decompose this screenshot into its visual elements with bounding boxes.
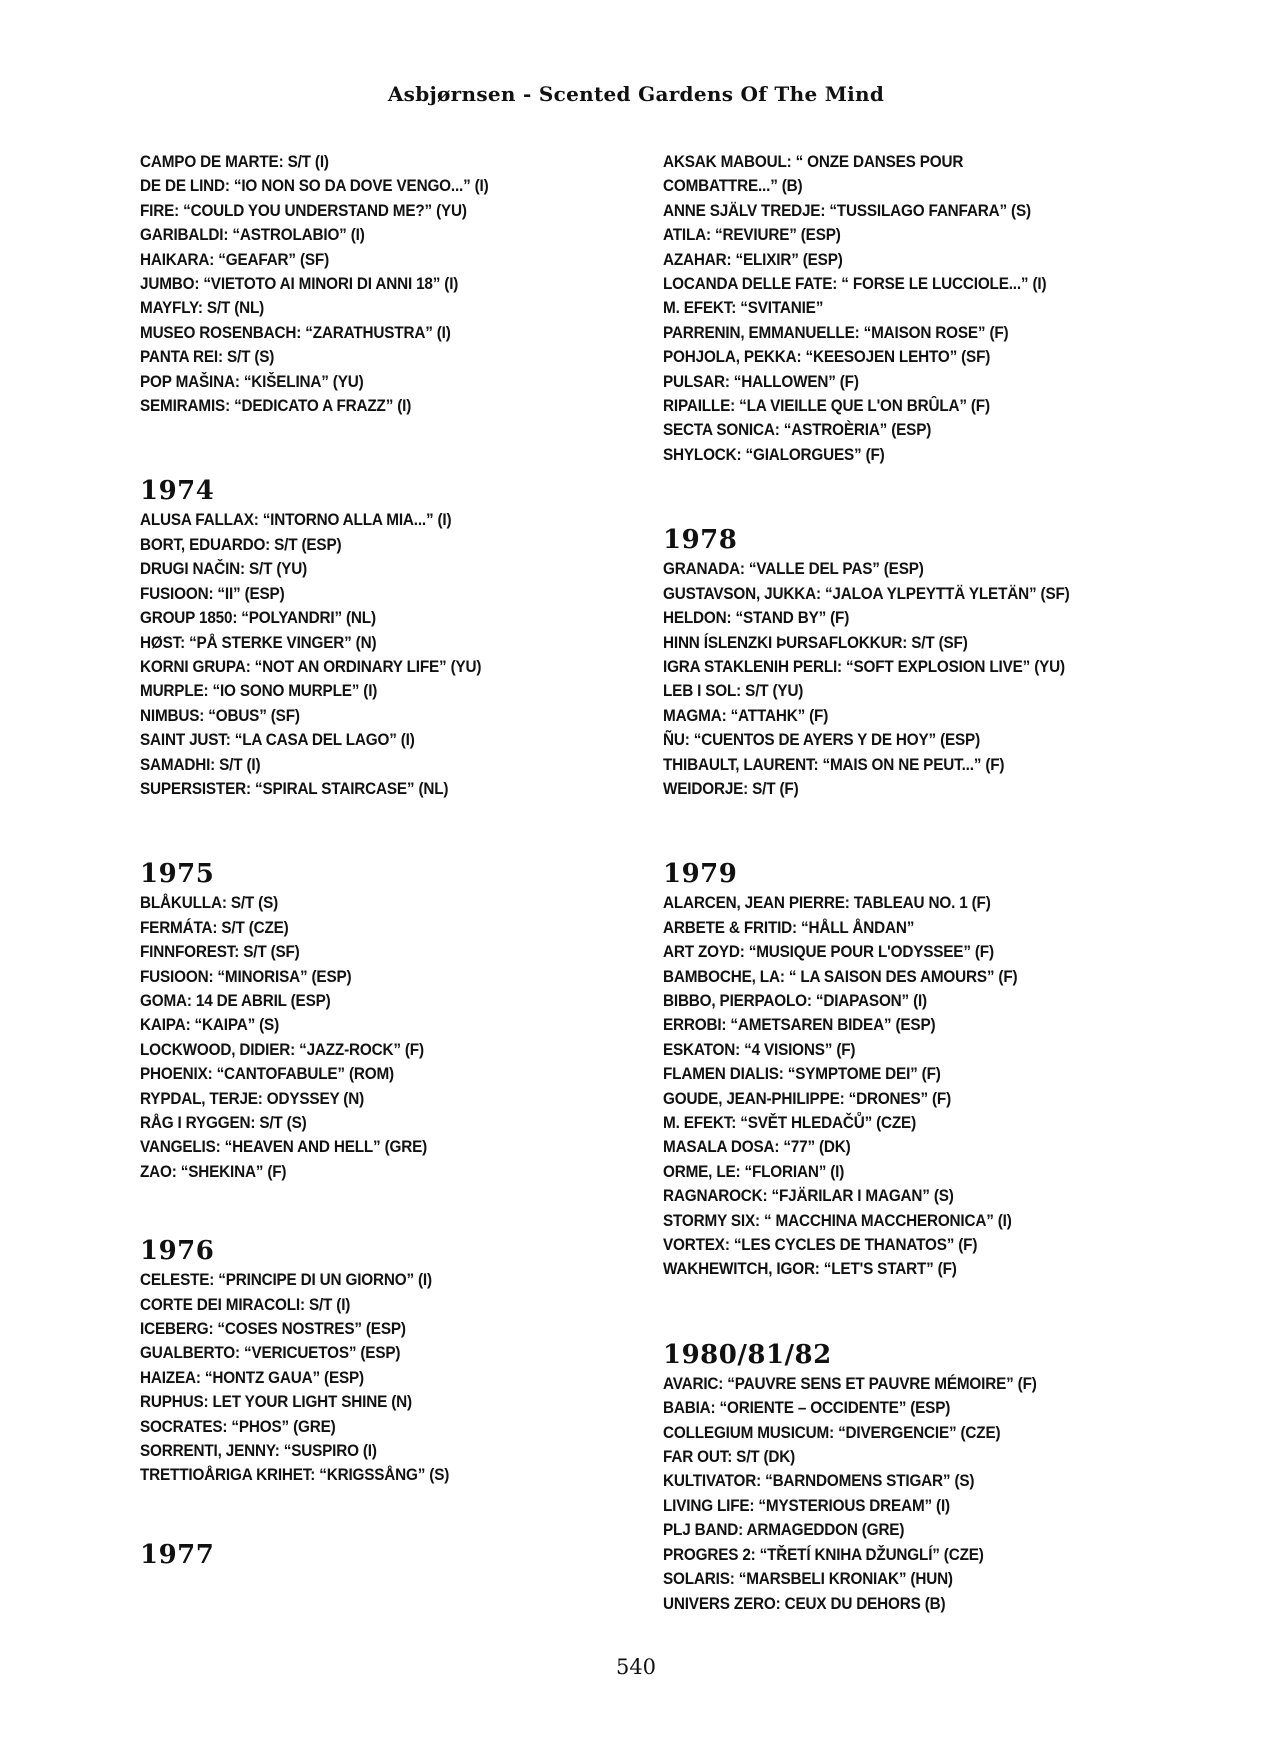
album-entry: CELESTE: “PRINCIPE DI UN GIORNO” (I) xyxy=(140,1270,432,1290)
album-entry: SHYLOCK: “GIALORGUES” (F) xyxy=(663,444,885,464)
album-entry: AVARIC: “PAUVRE SENS ET PAUVRE MÉMOIRE” (F) xyxy=(663,1373,1037,1393)
album-entry: SAMADHI: S/T (I) xyxy=(140,754,261,774)
section-1977-continued xyxy=(663,150,1223,467)
album-entry: HAIZEA: “HONTZ GAUA” (ESP) xyxy=(140,1367,364,1387)
album-entry: ART ZOYD: “MUSIQUE POUR L'ODYSSEE” (F) xyxy=(663,942,994,962)
album-entry: COMBATTRE...” (B) xyxy=(663,176,803,196)
section-1976 xyxy=(140,1236,640,1488)
entry-list xyxy=(140,1268,640,1488)
album-entry: SAINT JUST: “LA CASA DEL LAGO” (I) xyxy=(140,730,415,750)
album-entry: FERMÁTA: S/T (CZE) xyxy=(140,917,289,937)
album-entry: GARIBALDI: “ASTROLABIO” (I) xyxy=(140,225,365,245)
album-entry: BLÅKULLA: S/T (S) xyxy=(140,893,279,913)
album-entry: SUPERSISTER: “SPIRAL STAIRCASE” (NL) xyxy=(140,778,449,798)
album-entry: ESKATON: “4 VISIONS” (F) xyxy=(663,1039,856,1059)
section-1973-continued xyxy=(140,150,640,418)
album-entry: THIBAULT, LAURENT: “MAIS ON NE PEUT...” (F) xyxy=(663,754,1005,774)
entry-list xyxy=(663,891,1223,1282)
album-entry: BAMBOCHE, LA: “ LA SAISON DES AMOURS” (F) xyxy=(663,966,1018,986)
album-entry: PROGRES 2: “TŘETÍ KNIHA DŽUNGLÍ” (CZE) xyxy=(663,1544,984,1564)
section-1978 xyxy=(663,525,1223,801)
album-entry: RIPAILLE: “LA VIEILLE QUE L'ON BRÛLA” (F) xyxy=(663,396,990,416)
right-column xyxy=(663,150,1223,1616)
page-number: 540 xyxy=(615,1655,657,1679)
album-entry: GRANADA: “VALLE DEL PAS” (ESP) xyxy=(663,559,924,579)
album-entry: MAYFLY: S/T (NL) xyxy=(140,298,265,318)
album-entry: PLJ BAND: ARMAGEDDON (GRE) xyxy=(663,1520,905,1540)
album-entry: GUSTAVSON, JUKKA: “JALOA YLPEYTTÄ YLETÄN” (SF) xyxy=(663,583,1070,603)
album-entry: VANGELIS: “HEAVEN AND HELL” (GRE) xyxy=(140,1137,428,1157)
album-entry: WEIDORJE: S/T (F) xyxy=(663,778,799,798)
entry-list xyxy=(663,1372,1223,1616)
album-entry: UNIVERS ZERO: CEUX DU DEHORS (B) xyxy=(663,1593,946,1613)
section-1980-81-82 xyxy=(663,1340,1223,1616)
year-heading: 1975 xyxy=(140,859,215,890)
left-column xyxy=(140,150,640,1572)
album-entry: DRUGI NAČIN: S/T (YU) xyxy=(140,559,308,579)
album-entry: GOMA: 14 DE ABRIL (ESP) xyxy=(140,990,331,1010)
album-entry: SEMIRAMIS: “DEDICATO A FRAZZ” (I) xyxy=(140,396,412,416)
album-entry: VORTEX: “LES CYCLES DE THANATOS” (F) xyxy=(663,1235,978,1255)
album-entry: LIVING LIFE: “MYSTERIOUS DREAM” (I) xyxy=(663,1495,950,1515)
album-entry: ALUSA FALLAX: “INTORNO ALLA MIA...” (I) xyxy=(140,510,452,530)
album-entry: JUMBO: “VIETOTO AI MINORI DI ANNI 18” (I) xyxy=(140,274,459,294)
album-entry: MASALA DOSA: “77” (DK) xyxy=(663,1137,851,1157)
album-entry: DE DE LIND: “IO NON SO DA DOVE VENGO...” (I) xyxy=(140,176,489,196)
album-entry: M. EFEKT: “SVĚT HLEDAČŮ” (CZE) xyxy=(663,1113,916,1132)
entry-list xyxy=(140,508,640,801)
album-entry: ANNE SJÄLV TREDJE: “TUSSILAGO FANFARA” (S) xyxy=(663,200,1031,220)
album-entry: SOLARIS: “MARSBELI KRONIAK” (HUN) xyxy=(663,1569,953,1589)
album-entry: FUSIOON: “II” (ESP) xyxy=(140,583,285,603)
album-entry: NIMBUS: “OBUS” (SF) xyxy=(140,705,300,725)
album-entry: HINN ÍSLENZKI ÞURSAFLOKKUR: S/T (SF) xyxy=(663,632,968,652)
year-heading: 1976 xyxy=(140,1236,215,1267)
album-entry: RÅG I RYGGEN: S/T (S) xyxy=(140,1113,307,1132)
album-entry: GUALBERTO: “VERICUETOS” (ESP) xyxy=(140,1343,401,1363)
album-entry: BIBBO, PIERPAOLO: “DIAPASON” (I) xyxy=(663,990,927,1010)
album-entry: GROUP 1850: “POLYANDRI” (NL) xyxy=(140,608,376,628)
album-entry: ALARCEN, JEAN PIERRE: TABLEAU NO. 1 (F) xyxy=(663,893,991,913)
album-entry: HØST: “PÅ STERKE VINGER” (N) xyxy=(140,632,377,652)
album-entry: GOUDE, JEAN-PHILIPPE: “DRONES” (F) xyxy=(663,1088,952,1108)
album-entry: POHJOLA, PEKKA: “KEESOJEN LEHTO” (SF) xyxy=(663,347,991,367)
album-entry: MUSEO ROSENBACH: “ZARATHUSTRA” (I) xyxy=(140,322,451,342)
year-heading: 1979 xyxy=(663,859,738,890)
album-entry: RYPDAL, TERJE: ODYSSEY (N) xyxy=(140,1088,365,1108)
album-entry: HAIKARA: “GEAFAR” (SF) xyxy=(140,249,329,269)
album-entry: ORME, LE: “FLORIAN” (I) xyxy=(663,1161,845,1181)
album-entry: KULTIVATOR: “BARNDOMENS STIGAR” (S) xyxy=(663,1471,975,1491)
album-entry: FIRE: “COULD YOU UNDERSTAND ME?” (YU) xyxy=(140,200,467,220)
album-entry: FINNFOREST: S/T (SF) xyxy=(140,942,300,962)
album-entry: LOCKWOOD, DIDIER: “JAZZ-ROCK” (F) xyxy=(140,1039,424,1059)
album-entry: ÑU: “CUENTOS DE AYERS Y DE HOY” (ESP) xyxy=(663,730,980,750)
year-heading: 1974 xyxy=(140,476,215,507)
album-entry: KAIPA: “KAIPA” (S) xyxy=(140,1015,279,1035)
album-entry: LEB I SOL: S/T (YU) xyxy=(663,681,804,701)
section-1979 xyxy=(663,859,1223,1282)
album-entry: PHOENIX: “CANTOFABULE” (ROM) xyxy=(140,1064,394,1084)
album-entry: COLLEGIUM MUSICUM: “DIVERGENCIE” (CZE) xyxy=(663,1422,1001,1442)
album-entry: PARRENIN, EMMANUELLE: “MAISON ROSE” (F) xyxy=(663,322,1009,342)
album-entry: SECTA SONICA: “ASTROÈRIA” (ESP) xyxy=(663,420,932,440)
section-1977 xyxy=(140,1540,640,1570)
album-entry: POP MAŠINA: “KIŠELINA” (YU) xyxy=(140,371,364,391)
entry-list xyxy=(140,150,640,418)
album-entry: RAGNAROCK: “FJÄRILAR I MAGAN” (S) xyxy=(663,1186,954,1206)
album-entry: HELDON: “STAND BY” (F) xyxy=(663,608,850,628)
year-heading: 1978 xyxy=(663,525,738,556)
entry-list xyxy=(663,150,1223,467)
album-entry: FLAMEN DIALIS: “SYMPTOME DEI” (F) xyxy=(663,1064,941,1084)
album-entry: AZAHAR: “ELIXIR” (ESP) xyxy=(663,249,843,269)
section-1974 xyxy=(140,476,640,801)
album-entry: TRETTIOÅRIGA KRIHET: “KRIGSSÅNG” (S) xyxy=(140,1465,450,1485)
year-heading: 1980/81/82 xyxy=(663,1339,832,1370)
album-entry: SOCRATES: “PHOS” (GRE) xyxy=(140,1416,336,1436)
album-entry: LOCANDA DELLE FATE: “ FORSE LE LUCCIOLE...” (I) xyxy=(663,274,1047,294)
album-entry: BABIA: “ORIENTE – OCCIDENTE” (ESP) xyxy=(663,1398,951,1418)
album-entry: ATILA: “REVIURE” (ESP) xyxy=(663,225,841,245)
album-entry: PULSAR: “HALLOWEN” (F) xyxy=(663,371,859,391)
album-entry: MURPLE: “IO SONO MURPLE” (I) xyxy=(140,681,378,701)
entry-list xyxy=(140,891,640,1184)
section-1975 xyxy=(140,859,640,1184)
album-entry: RUPHUS: LET YOUR LIGHT SHINE (N) xyxy=(140,1392,412,1412)
album-entry: ZAO: “SHEKINA” (F) xyxy=(140,1161,287,1181)
album-entry: FUSIOON: “MINORISA” (ESP) xyxy=(140,966,352,986)
album-entry: M. EFEKT: “SVITANIE” xyxy=(663,298,824,318)
album-entry: PANTA REI: S/T (S) xyxy=(140,347,275,367)
album-entry: BORT, EDUARDO: S/T (ESP) xyxy=(140,534,342,554)
album-entry: MAGMA: “ATTAHK” (F) xyxy=(663,705,829,725)
album-entry: SORRENTI, JENNY: “SUSPIRO (I) xyxy=(140,1441,377,1461)
album-entry: FAR OUT: S/T (DK) xyxy=(663,1447,796,1467)
album-entry: IGRA STAKLENIH PERLI: “SOFT EXPLOSION LIVE” (YU) xyxy=(663,656,1065,676)
album-entry: CAMPO DE MARTE: S/T (I) xyxy=(140,152,329,171)
album-entry: KORNI GRUPA: “NOT AN ORDINARY LIFE” (YU) xyxy=(140,656,482,676)
album-entry: WAKHEWITCH, IGOR: “LET'S START” (F) xyxy=(663,1259,957,1279)
album-entry: AKSAK MABOUL: “ ONZE DANSES POUR xyxy=(663,152,964,171)
entry-list xyxy=(663,557,1223,801)
album-entry: ICEBERG: “COSES NOSTRES” (ESP) xyxy=(140,1319,406,1339)
album-entry: ARBETE & FRITID: “HÅLL ÅNDAN” xyxy=(663,917,915,937)
page-header-title: Asbjørnsen - Scented Gardens Of The Mind xyxy=(387,82,885,106)
album-entry: STORMY SIX: “ MACCHINA MACCHERONICA” (I) xyxy=(663,1210,1012,1230)
album-entry: ERROBI: “AMETSAREN BIDEA” (ESP) xyxy=(663,1015,936,1035)
album-entry: CORTE DEI MIRACOLI: S/T (I) xyxy=(140,1294,351,1314)
year-heading: 1977 xyxy=(140,1539,215,1570)
